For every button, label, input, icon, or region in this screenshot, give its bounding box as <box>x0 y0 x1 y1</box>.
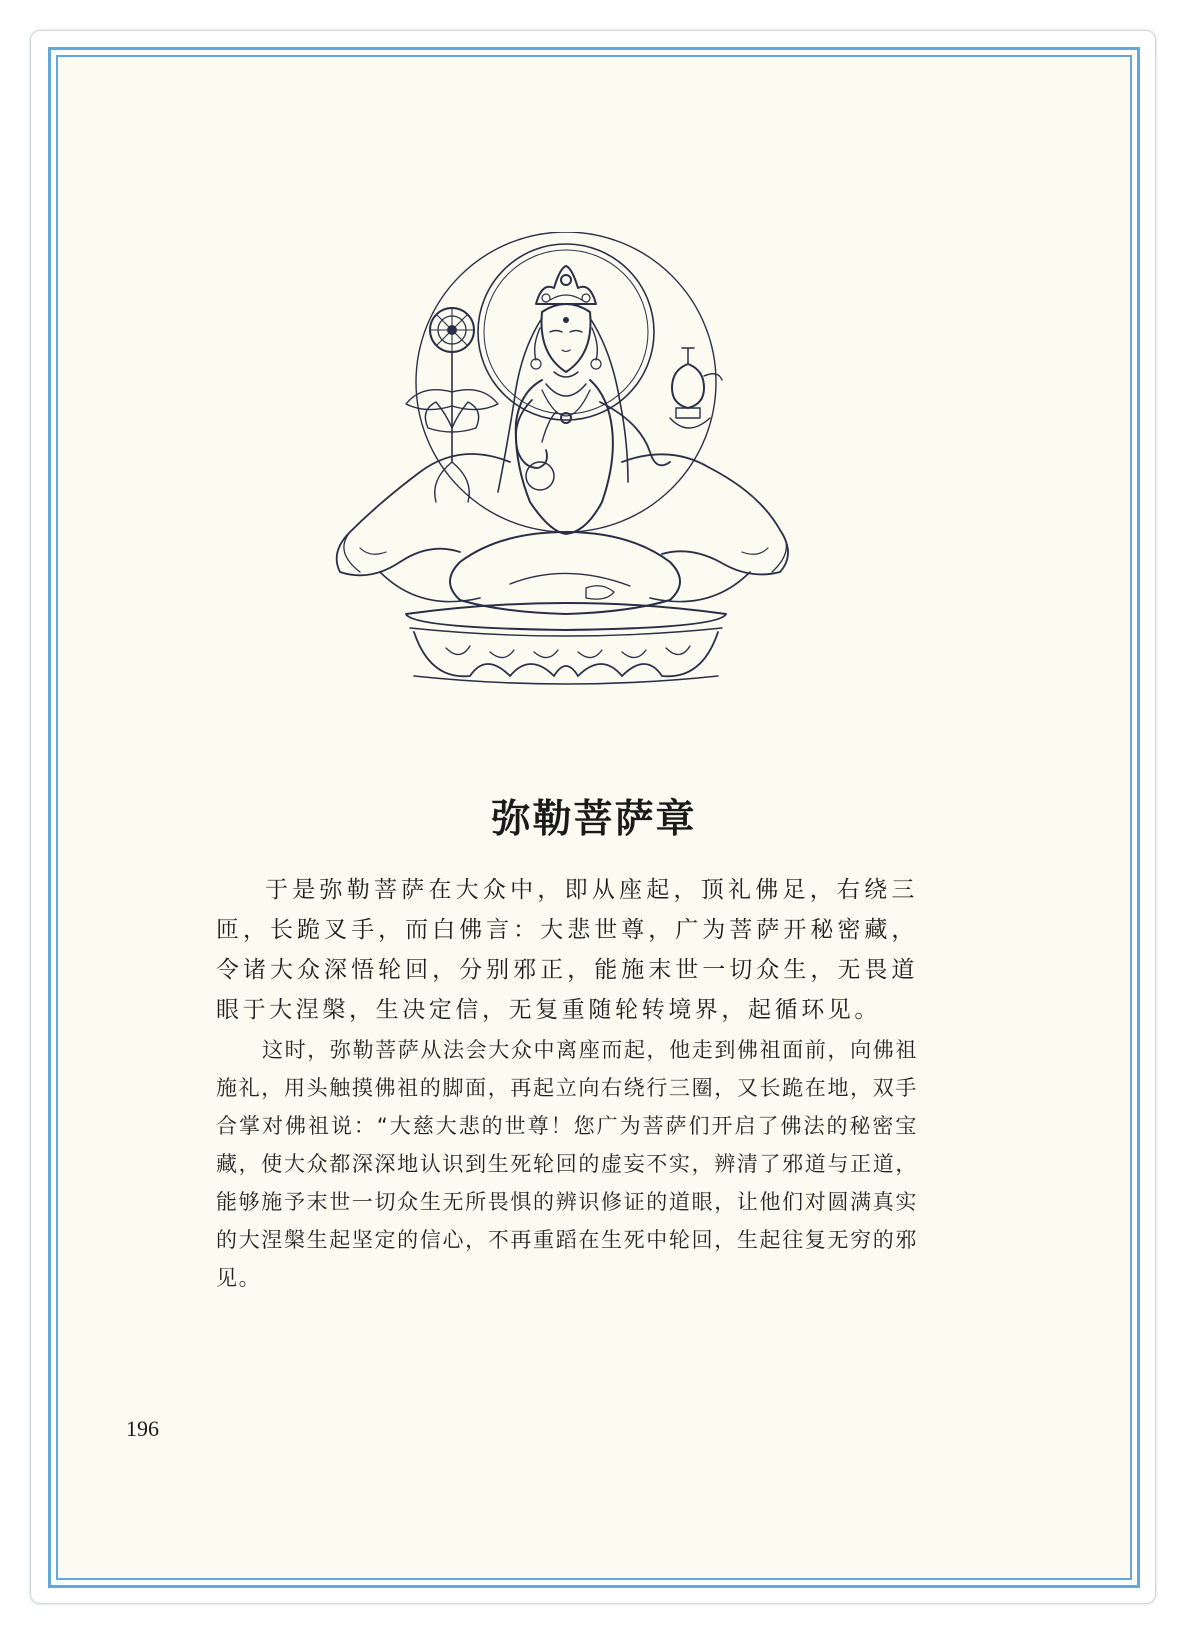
maitreya-bodhisattva-illustration <box>310 232 810 692</box>
chapter-title: 弥勒菩萨章 <box>491 796 697 842</box>
head-halo-outer <box>478 244 654 420</box>
page-number: 196 <box>126 1416 159 1441</box>
scripture-paragraph: 于是弥勒菩萨在大众中，即从座起，顶礼佛足，右绕三匝，长跪叉手，而白佛言：大悲世尊，广为菩萨开秘密藏，令诸大众深悟轮回，分别邪正，能施末世一切众生，无畏道眼于大涅槃，生决定信，无复重随轮转境界，起循环见。 <box>216 877 918 1023</box>
face <box>542 304 591 372</box>
lotus-base-top <box>406 603 726 630</box>
torso <box>516 380 613 534</box>
body-halo <box>416 232 716 532</box>
vase <box>672 364 704 408</box>
translation-paragraph: 这时，弥勒菩萨从法会大众中离座而起，他走到佛祖面前，向佛祖施礼，用头触摸佛祖的脚面，再起立向右绕行三圈，又长跪在地，双手合掌对佛祖说：“大慈大悲的世尊！您广为菩萨们开启了佛法的秘密宝藏，使大众都深深地认识到生死轮回的虚妄不实，辨清了邪道与正道，能够施予末世一切众生无所畏惧的辨识修证的道眼，让他们对圆满真实的大涅槃生起坚定的信心，不再重蹈在生死中轮回，生起往复无穷的邪见。 <box>216 1038 918 1290</box>
